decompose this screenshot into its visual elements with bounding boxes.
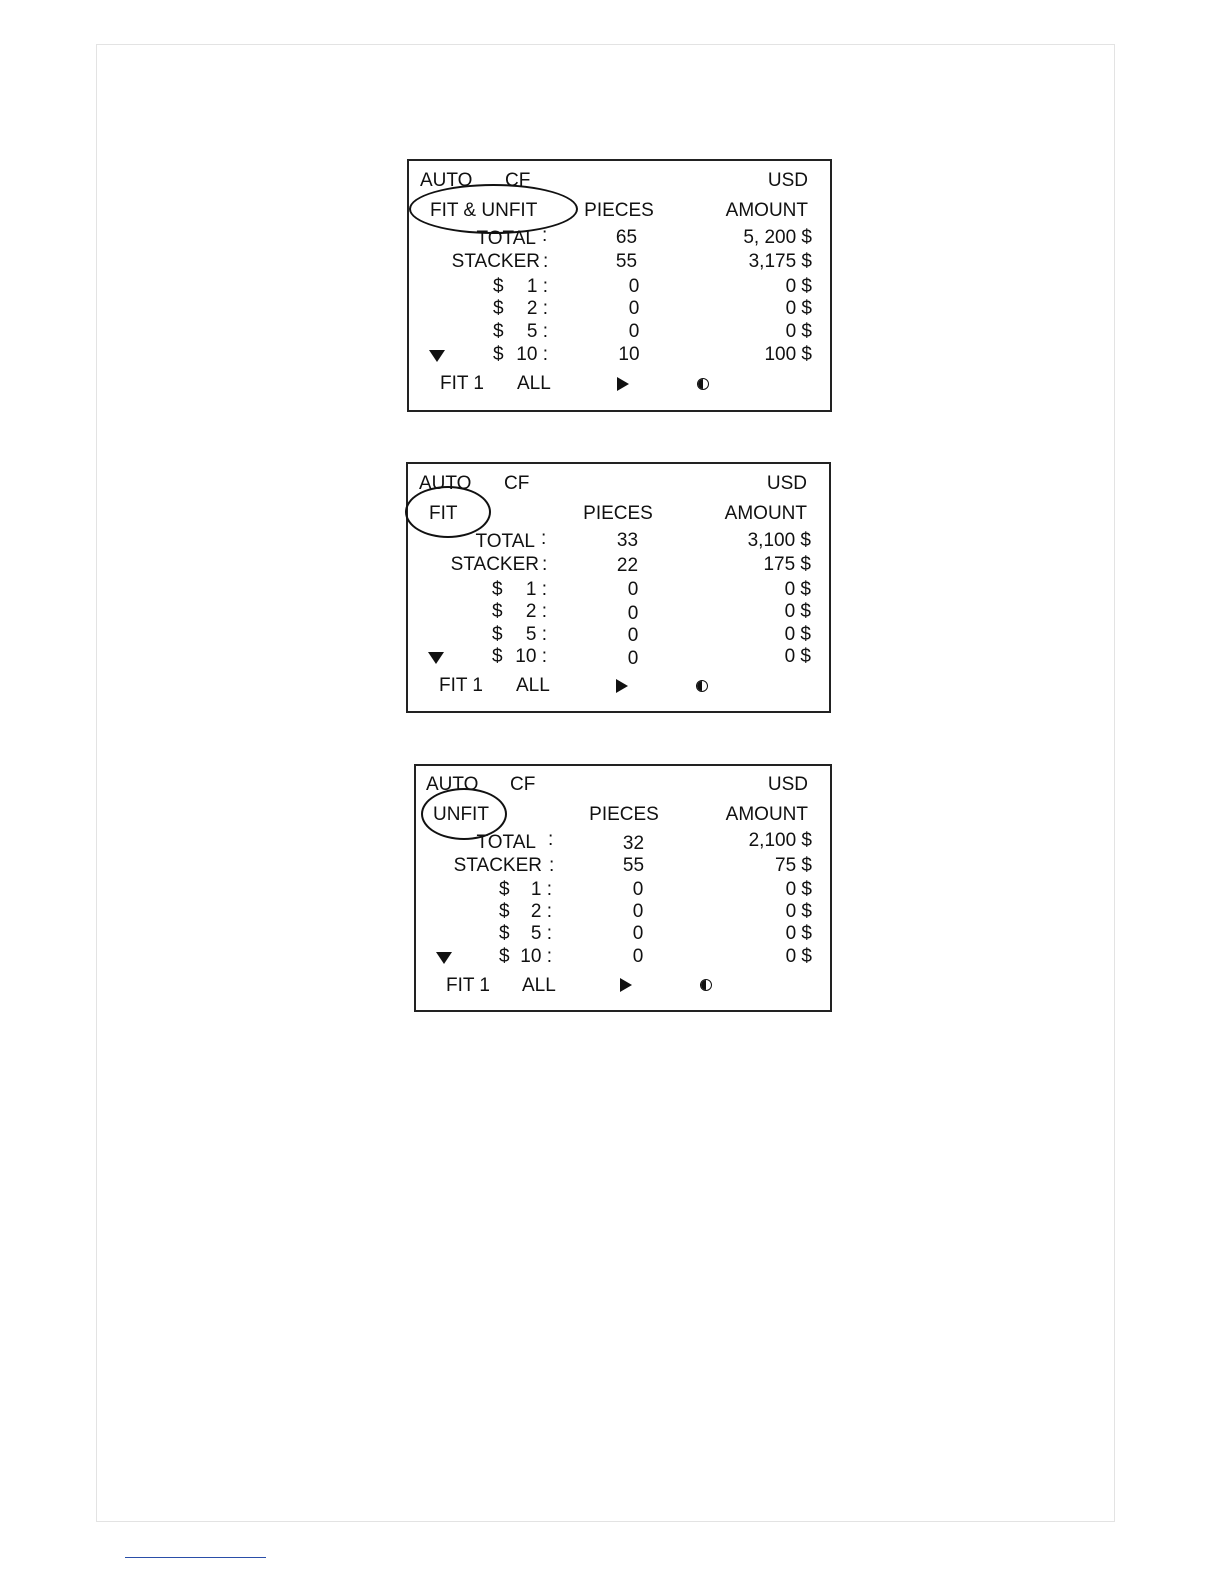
row-pieces: 10	[618, 344, 640, 365]
display-panel-fit-and-unfit	[407, 159, 832, 412]
row-amount: 100 $	[764, 344, 812, 365]
currency-label: USD	[767, 774, 808, 795]
row-label: $	[493, 321, 504, 342]
mode-label: AUTO	[419, 473, 472, 494]
row-label: TOTAL	[476, 832, 536, 853]
row-pieces: 55	[615, 251, 638, 272]
row-amount: 175 $	[763, 554, 811, 575]
row-amount: 0 $	[785, 901, 812, 922]
row-amount: 2,100 $	[748, 830, 812, 851]
row-separator: 2 :	[526, 298, 548, 319]
row-separator: 1 :	[526, 276, 548, 297]
row-label: TOTAL	[476, 228, 536, 249]
row-pieces: 0	[628, 298, 640, 319]
row-label: $	[493, 344, 504, 365]
row-label: $	[499, 923, 510, 944]
row-pieces: 0	[628, 321, 640, 342]
row-pieces: 0	[627, 603, 639, 624]
fit-level-label[interactable]: FIT 1	[439, 675, 483, 696]
row-amount: 0 $	[784, 624, 811, 645]
row-amount: 0 $	[785, 923, 812, 944]
sort-mode-label: FIT & UNFIT	[430, 200, 538, 221]
row-separator: :	[549, 855, 555, 876]
row-label: $	[493, 298, 504, 319]
row-label: $	[499, 946, 510, 967]
scroll-down-arrow-icon[interactable]	[436, 952, 452, 964]
row-label: $	[492, 624, 503, 645]
function-label: CF	[505, 170, 531, 191]
fit-level-label[interactable]: FIT 1	[446, 975, 490, 996]
row-separator: 1 :	[530, 879, 552, 900]
row-amount: 3,175 $	[748, 251, 812, 272]
play-arrow-icon[interactable]	[617, 377, 629, 391]
row-label: TOTAL	[475, 531, 535, 552]
play-arrow-icon[interactable]	[620, 978, 632, 992]
denomination-mode-label[interactable]: ALL	[516, 675, 550, 696]
display-panel-unfit	[414, 764, 832, 1012]
row-separator: :	[543, 251, 549, 272]
footer-rule	[125, 1557, 266, 1558]
row-pieces: 22	[616, 555, 639, 576]
row-amount: 0 $	[784, 646, 811, 667]
row-label: $	[493, 276, 504, 297]
row-amount: 75 $	[775, 855, 812, 876]
function-label: CF	[510, 774, 536, 795]
row-pieces: 0	[632, 901, 644, 922]
sort-mode-label: FIT	[429, 503, 458, 524]
row-separator: 10 :	[515, 646, 547, 667]
row-label: $	[499, 901, 510, 922]
row-label: STACKER	[451, 251, 540, 272]
row-pieces: 0	[632, 923, 644, 944]
row-amount: 0 $	[784, 601, 811, 622]
currency-label: USD	[767, 170, 808, 191]
contrast-icon[interactable]	[696, 680, 708, 692]
row-pieces: 32	[622, 833, 645, 854]
scroll-down-arrow-icon[interactable]	[428, 652, 444, 664]
row-separator: :	[542, 225, 548, 246]
row-amount: 0 $	[785, 946, 812, 967]
mode-label: AUTO	[420, 170, 473, 191]
row-label: $	[492, 646, 503, 667]
amount-header: AMOUNT	[724, 503, 807, 524]
row-separator: :	[542, 554, 548, 575]
pieces-header: PIECES	[584, 200, 654, 221]
row-separator: :	[541, 528, 547, 549]
row-label: $	[492, 579, 503, 600]
row-separator: 5 :	[525, 624, 547, 645]
row-separator: 5 :	[526, 321, 548, 342]
row-separator: 1 :	[525, 579, 547, 600]
row-separator: 2 :	[525, 601, 547, 622]
row-amount: 3,100 $	[747, 530, 811, 551]
row-separator: 10 :	[516, 344, 548, 365]
denomination-mode-label[interactable]: ALL	[517, 373, 551, 394]
row-pieces: 0	[627, 625, 639, 646]
amount-header: AMOUNT	[725, 200, 808, 221]
row-pieces: 33	[616, 530, 639, 551]
row-separator: 5 :	[530, 923, 552, 944]
row-amount: 0 $	[785, 276, 812, 297]
play-arrow-icon[interactable]	[616, 679, 628, 693]
row-pieces: 65	[615, 227, 638, 248]
row-label: $	[492, 601, 503, 622]
row-amount: 0 $	[785, 321, 812, 342]
scroll-down-arrow-icon[interactable]	[429, 350, 445, 362]
row-separator: :	[548, 829, 554, 850]
amount-header: AMOUNT	[725, 804, 808, 825]
row-pieces: 0	[632, 946, 644, 967]
row-separator: 10 :	[520, 946, 552, 967]
row-amount: 0 $	[785, 879, 812, 900]
contrast-icon[interactable]	[697, 378, 709, 390]
row-label: STACKER	[450, 554, 539, 575]
row-label: STACKER	[453, 855, 542, 876]
row-label: $	[499, 879, 510, 900]
fit-level-label[interactable]: FIT 1	[440, 373, 484, 394]
pieces-header: PIECES	[583, 503, 653, 524]
row-pieces: 0	[627, 579, 639, 600]
row-pieces: 0	[628, 276, 640, 297]
currency-label: USD	[766, 473, 807, 494]
mode-label: AUTO	[426, 774, 479, 795]
row-amount: 0 $	[785, 298, 812, 319]
pieces-header: PIECES	[589, 804, 659, 825]
row-pieces: 0	[627, 648, 639, 669]
function-label: CF	[504, 473, 530, 494]
row-pieces: 55	[622, 855, 645, 876]
row-pieces: 0	[632, 879, 644, 900]
row-separator: 2 :	[530, 901, 552, 922]
sort-mode-label: UNFIT	[433, 804, 489, 825]
denomination-mode-label[interactable]: ALL	[522, 975, 556, 996]
contrast-icon[interactable]	[700, 979, 712, 991]
display-panel-fit	[406, 462, 831, 713]
row-amount: 5, 200 $	[743, 227, 812, 248]
row-amount: 0 $	[784, 579, 811, 600]
